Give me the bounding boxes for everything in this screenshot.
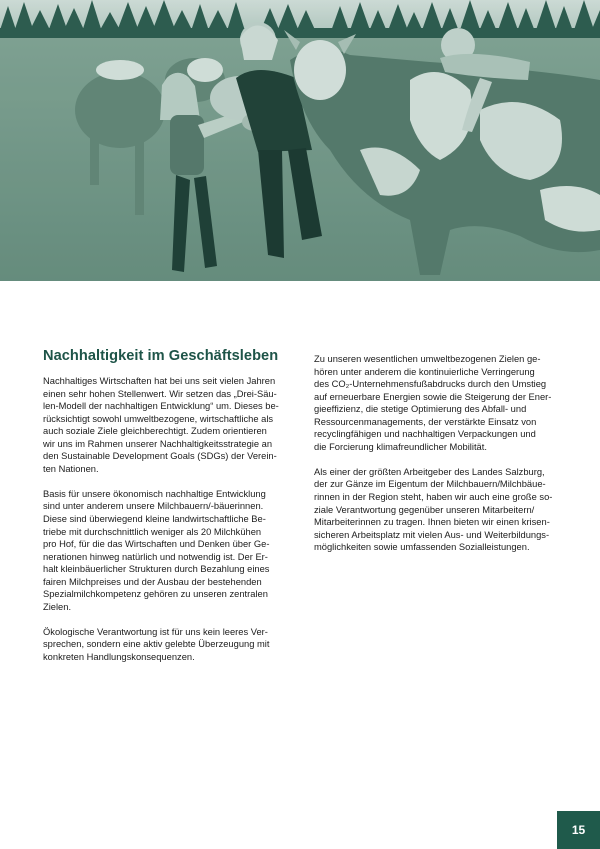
text-line: nerationen hinweg natürlich und notwendig ist. Der Er- — [43, 551, 268, 562]
text-line: auch soziale Ziele gleichberechtigt. Zudem orientieren — [43, 426, 267, 437]
text-line: Mitarbeiterinnen zu tragen. Ihnen bieten wir einen krisen- — [314, 517, 550, 528]
text-line: Zu unseren wesentlichen umweltbezogenen Zielen ge- — [314, 354, 541, 364]
text-line: Nachhaltiges Wirtschaften hat bei uns seit vielen Jahren — [43, 376, 276, 386]
text-line: des CO₂-Unternehmensfußabdrucks durch den Umstieg — [314, 379, 547, 390]
text-line: sind unter anderem unsere Milchbauern/-bäuerinnen. — [43, 501, 264, 512]
text-line: len-Modell der nachhaltigen Entwicklung“ um. Dieses be- — [43, 401, 279, 412]
text-line: den Sustainable Development Goals (SDGs) der Verein- — [43, 451, 277, 462]
text-line: fairen Milchpreises und der Ausbau der bestehenden — [43, 576, 262, 587]
text-line: wir uns im Rahmen unserer Nachhaltigkeitsstrategie an — [43, 438, 273, 449]
text-line: die Forcierung klimafreundlicher Mobilität. — [314, 441, 487, 452]
text-line: Diese sind überwiegend kleine landwirtschaftliche Be- — [43, 513, 266, 524]
text-line: Ökologische Verantwortung ist für uns kein leeres Ver- — [43, 626, 268, 637]
text-line: Spezialmilchkompetenz gehören zu unseren zentralen — [43, 589, 268, 600]
text-line: gieeffizienz, die stetige Optimierung des Abfall- und — [314, 404, 527, 415]
text-line: sicheren Arbeitsplatz mit vielen Aus- und Weiterbildungs- — [314, 529, 550, 540]
text-line: rücksichtigt sowohl umweltbezogene, wirtschaftliche als — [43, 413, 274, 424]
text-line: einen sehr hohen Stellenwert. Wir setzen das „Drei-Säu- — [43, 388, 277, 399]
text-line: konkreten Handlungskonsequenzen. — [43, 651, 195, 662]
text-line: auf erneuerbare Energien sowie die Steigerung der Ener- — [314, 391, 552, 402]
text-line: Ressourcenmanagements, der verstärkte Einsatz von — [314, 416, 537, 427]
text-line: triebe mit durchschnittlich weniger als 20 Milchkühen — [43, 526, 262, 537]
paragraph-1 — [43, 375, 296, 475]
right-column — [314, 353, 574, 566]
text-line: ziale Verantwortung gegenüber unseren Mitarbeitern/ — [314, 504, 535, 515]
text-line: der zur Gänze im Eigentum der Milchbauern/Milchbäue- — [314, 479, 546, 490]
paragraph-3 — [43, 626, 296, 664]
paragraph-5 — [314, 466, 574, 554]
text-line: hören unter anderem die kontinuierliche Verringerung — [314, 366, 535, 377]
text-line: sprechen, sondern eine aktiv gelebte Überzeugung mit — [43, 639, 270, 650]
page-number: 15 — [571, 823, 586, 837]
text-line: recyclingfähigen und nachhaltigen Verpackungen und — [314, 429, 536, 440]
text-line: Basis für unsere ökonomisch nachhaltige Entwicklung — [43, 488, 266, 499]
section-heading: Nachhaltigkeit im Geschäftsleben — [43, 348, 279, 364]
cows-pasture-photo-icon — [0, 0, 600, 281]
text-line: Als einer der größten Arbeitgeber des Landes Salzburg, — [314, 466, 545, 477]
text-line: Zielen. — [43, 601, 72, 612]
paragraph-2 — [43, 488, 296, 613]
header-photo — [0, 0, 600, 281]
page-number-badge — [557, 811, 600, 849]
text-line: ten Nationen. — [43, 463, 99, 474]
text-line: pro Hof, für die das Wirtschaften und Denken über Ge- — [43, 539, 270, 550]
left-column — [43, 347, 296, 676]
paragraph-4 — [314, 353, 574, 453]
text-line: halt kleinbäuerlicher Strukturen durch Bezahlung eines — [43, 564, 270, 575]
text-line: rinnen in der Region steht, haben wir auch eine große so- — [314, 491, 553, 502]
text-line: möglichkeiten sowie umfassenden Sozialleistungen. — [314, 542, 530, 553]
